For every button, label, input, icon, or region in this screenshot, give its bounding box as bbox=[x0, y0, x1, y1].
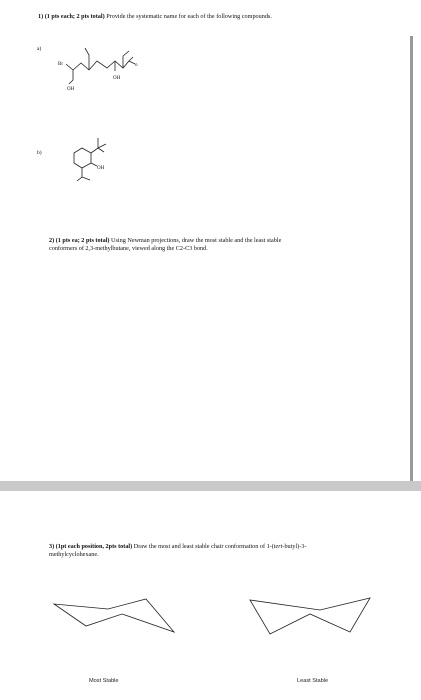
molecule-a bbox=[55, 40, 155, 90]
part-b-label: b) bbox=[37, 150, 42, 156]
question-2 bbox=[49, 237, 394, 253]
mol-b-branch-2 bbox=[98, 144, 106, 148]
mol-b-top-branch bbox=[91, 138, 98, 153]
mol-b-branch-3 bbox=[98, 148, 104, 152]
mol-a-ether-branch bbox=[123, 51, 129, 68]
page-separator bbox=[0, 481, 421, 491]
least-stable-caption: Least Stable bbox=[297, 678, 329, 684]
q1-number: 1) bbox=[38, 13, 44, 20]
chair-conformation-right bbox=[246, 588, 376, 643]
q2-text-line2: conformers of 2,3-methylbutane, viewed along the C2-C3 bond. bbox=[49, 245, 208, 253]
part-a-label: a) bbox=[37, 46, 42, 52]
mol-b-bottom-2 bbox=[82, 177, 90, 180]
mol-a-oh2-label: OH bbox=[113, 76, 121, 81]
mol-a-br-label: Br bbox=[58, 62, 63, 67]
q3-text-a: Draw the most and least stable chair conformation of 1-( bbox=[133, 543, 274, 550]
chair-left-shape bbox=[54, 599, 174, 632]
mol-a-o-label: o bbox=[135, 63, 138, 68]
question-3 bbox=[49, 543, 389, 559]
q2-points: (1 pts ea; 2 pts total) bbox=[55, 237, 110, 244]
q3-text-italic: tert bbox=[273, 543, 283, 550]
mol-a-methoxy-bond bbox=[129, 57, 133, 61]
chair-right-shape bbox=[250, 598, 370, 634]
q3-points: (1pt each position, 2pts total) bbox=[55, 543, 133, 550]
mol-a-main-chain bbox=[66, 61, 135, 70]
question-1 bbox=[38, 13, 408, 21]
mol-b-ring bbox=[74, 148, 91, 168]
molecule-b bbox=[60, 132, 120, 192]
q3-number: 3) bbox=[49, 543, 55, 550]
chair-conformation-left bbox=[50, 586, 180, 641]
mol-b-bottom-branch bbox=[77, 168, 82, 181]
mol-a-oh-branch bbox=[69, 70, 73, 84]
q2-text: Using Newman projections, draw the most stable and the least stable bbox=[111, 237, 282, 244]
mol-b-oh-label: OH bbox=[97, 166, 105, 171]
most-stable-caption: Most Stable bbox=[89, 678, 119, 684]
mol-a-oh1-label: OH bbox=[67, 87, 75, 92]
vertical-scrollbar[interactable] bbox=[410, 36, 413, 484]
q3-text-b: -butyl)-3- bbox=[282, 543, 307, 550]
q1-text: Provide the systematic name for each of the following compounds. bbox=[106, 13, 272, 20]
q1-points: (1 pts each; 2 pts total) bbox=[44, 13, 105, 20]
q3-text-line2: methylcyclohexane. bbox=[49, 551, 99, 559]
q2-number: 2) bbox=[49, 237, 55, 244]
